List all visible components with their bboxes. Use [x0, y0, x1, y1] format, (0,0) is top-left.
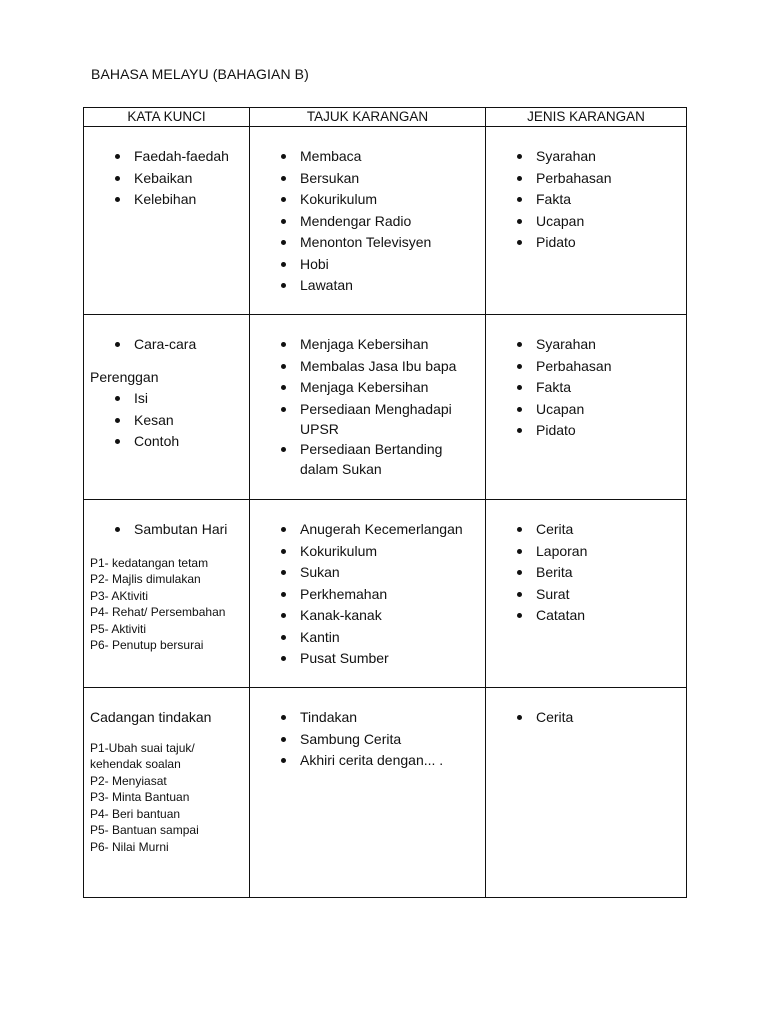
list-item: Menjaga Kebersihan — [250, 377, 485, 399]
paragraph-item: P3- Minta Bantuan — [90, 790, 190, 804]
list-item: Sambutan Hari — [84, 519, 249, 541]
jenis-list — [486, 146, 686, 254]
kata-kunci-cell — [84, 315, 250, 500]
list-item: Isi — [84, 388, 249, 410]
paragraph-list — [84, 555, 249, 654]
jenis-list — [486, 707, 686, 729]
list-item: Hobi — [250, 254, 485, 276]
tajuk-list — [250, 519, 485, 670]
jenis-karangan-cell — [486, 315, 687, 500]
paragraph-item: P3- AKtiviti — [90, 588, 149, 603]
list-item: Ucapan — [486, 211, 686, 233]
list-item: Persediaan Menghadapi UPSR — [250, 399, 485, 439]
paragraph-item: P6- Nilai Murni — [90, 839, 169, 854]
jenis-list — [486, 519, 686, 627]
paragraph-item: P6- Penutup bersurai — [90, 638, 204, 652]
list-item: Pusat Sumber — [250, 648, 485, 670]
paragraph-item: P2- Menyiasat — [90, 773, 167, 788]
tajuk-karangan-cell — [250, 315, 486, 500]
document-title: BAHASA MELAYU (BAHAGIAN B) — [91, 66, 309, 82]
list-item: Ucapan — [486, 399, 686, 421]
table-row — [84, 127, 687, 315]
column-header-kata-kunci: KATA KUNCI — [84, 108, 250, 127]
list-item: Kokurikulum — [250, 541, 485, 563]
list-item: Perbahasan — [486, 168, 686, 190]
tajuk-list — [250, 334, 485, 479]
tajuk-karangan-cell — [250, 500, 486, 688]
list-item: Kantin — [250, 627, 485, 649]
subheading: Perenggan — [90, 368, 159, 385]
jenis-list — [486, 334, 686, 442]
paragraph-item: P5- Aktiviti — [90, 621, 147, 636]
list-item: Kelebihan — [84, 189, 249, 211]
list-item: Sukan — [250, 562, 485, 584]
list-item: Cerita — [486, 707, 686, 729]
tajuk-karangan-cell — [250, 688, 486, 898]
list-item: Kanak-kanak — [250, 605, 485, 627]
paragraph-item: P4- Rehat/ Persembahan — [90, 605, 226, 619]
kata-kunci-list — [84, 519, 249, 541]
list-item: Kebaikan — [84, 168, 249, 190]
list-item: Kesan — [84, 410, 249, 432]
table-row — [84, 500, 687, 688]
jenis-karangan-cell — [486, 127, 687, 315]
paragraph-item: P4- Beri bantuan — [90, 806, 181, 821]
paragraph-list — [84, 740, 249, 856]
list-item: Fakta — [486, 377, 686, 399]
column-header-tajuk-karangan: TAJUK KARANGAN — [250, 108, 486, 127]
jenis-karangan-cell — [486, 500, 687, 688]
kata-kunci-cell — [84, 127, 250, 315]
list-item: Sambung Cerita — [250, 729, 485, 751]
kata-kunci-cell — [84, 688, 250, 898]
list-item: Persediaan Bertanding dalam Sukan — [250, 439, 485, 479]
list-item: Pidato — [486, 420, 686, 442]
list-item: Cerita — [486, 519, 686, 541]
list-item: Lawatan — [250, 275, 485, 297]
list-item: Menonton Televisyen — [250, 232, 485, 254]
paragraph-item: P1- kedatangan tetam — [90, 555, 209, 570]
list-item: Laporan — [486, 541, 686, 563]
essay-guide-table — [83, 107, 687, 898]
column-header-jenis-karangan: JENIS KARANGAN — [486, 108, 687, 127]
tajuk-list — [250, 146, 485, 297]
list-item: Akhiri cerita dengan... . — [250, 750, 485, 772]
list-item: Catatan — [486, 605, 686, 627]
list-item: Mendengar Radio — [250, 211, 485, 233]
list-item: Pidato — [486, 232, 686, 254]
jenis-karangan-cell — [486, 688, 687, 898]
list-item: Faedah-faedah — [84, 146, 249, 168]
list-item: Cara-cara — [84, 334, 249, 356]
list-item: Fakta — [486, 189, 686, 211]
list-item: Contoh — [84, 431, 249, 453]
perenggan-list — [84, 388, 249, 453]
paragraph-item: P5- Bantuan sampai — [90, 823, 199, 837]
list-item: Perbahasan — [486, 356, 686, 378]
list-item: Tindakan — [250, 707, 485, 729]
list-item: Membaca — [250, 146, 485, 168]
header-row — [84, 108, 687, 127]
tajuk-list — [250, 707, 485, 772]
list-item: Membalas Jasa Ibu bapa — [250, 356, 485, 378]
kata-kunci-cell — [84, 500, 250, 688]
list-item: Anugerah Kecemerlangan — [250, 519, 485, 541]
paragraph-item: P1-Ubah suai tajuk/ — [90, 740, 195, 755]
list-item: Bersukan — [250, 168, 485, 190]
cell-heading: Cadangan tindakan — [90, 709, 212, 725]
kata-kunci-list — [84, 146, 249, 211]
list-item: Menjaga Kebersihan — [250, 334, 485, 356]
kata-kunci-list — [84, 334, 249, 356]
list-item: Berita — [486, 562, 686, 584]
table-row — [84, 688, 687, 898]
list-item: Syarahan — [486, 146, 686, 168]
paragraph-item: kehendak soalan — [90, 757, 181, 771]
list-item: Syarahan — [486, 334, 686, 356]
tajuk-karangan-cell — [250, 127, 486, 315]
list-item: Surat — [486, 584, 686, 606]
list-item: Perkhemahan — [250, 584, 485, 606]
list-item: Kokurikulum — [250, 189, 485, 211]
table-row — [84, 315, 687, 500]
paragraph-item: P2- Majlis dimulakan — [90, 572, 201, 586]
